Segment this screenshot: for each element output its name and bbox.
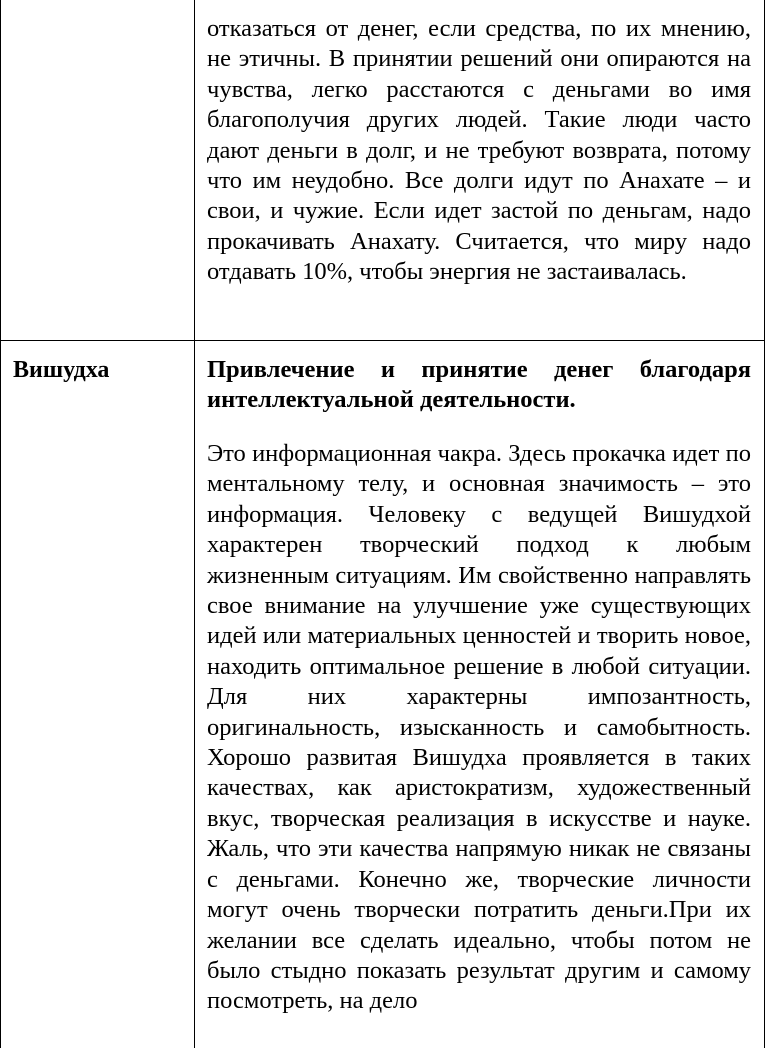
- row-label-vishudha: Вишудха: [13, 357, 110, 383]
- anahata-description-continued: отказаться от денег, если средства, по их мнению, не этичны. В принятии решений они опираются на чувства, легко расстаются с деньгами во имя благополучия других людей. Такие люди часто дают деньги в долг, и не требуют возврата, потому что им неудобно. Все долги идут по Анахате – и свои, и чужие. Если идет застой по деньгам, надо прокачивать Анахату. Считается, что миру надо отдавать 10%, чтобы энергия не застаивалась.: [207, 15, 751, 286]
- table-border-left: [0, 0, 1, 1048]
- vishudha-description: Это информационная чакра. Здесь прокачка идет по ментальному телу, и основная значимость – это информация. Человеку с ведущей Вишудхой характерен творческий подход к любым жизненным ситуациям. Им свойственно направлять свое внимание на улучшение уже существующих идей или материальных ценностей и творить новое, находить оптимальное решение в любой ситуации. Для них характерны импозантность, оригинальность, изысканность и самобытность. Хорошо развитая Вишудха проявляется в таких качествах, как аристократизм, художественный вкус, творческая реализация в искусстве и науке. Жаль, что эти качества напрямую никак не связаны с деньгами. Конечно же, творческие личности могут очень творчески потратить деньги.При их желании все сделать идеально, чтобы потом не было стыдно показать результат другим и самому посмотреть, на дело: [207, 440, 751, 1015]
- vishudha-heading: Привлечение и принятие денег благодаря интеллектуальной деятельности.: [207, 356, 751, 413]
- table-row-divider: [0, 340, 765, 341]
- table-column-divider: [194, 0, 195, 1048]
